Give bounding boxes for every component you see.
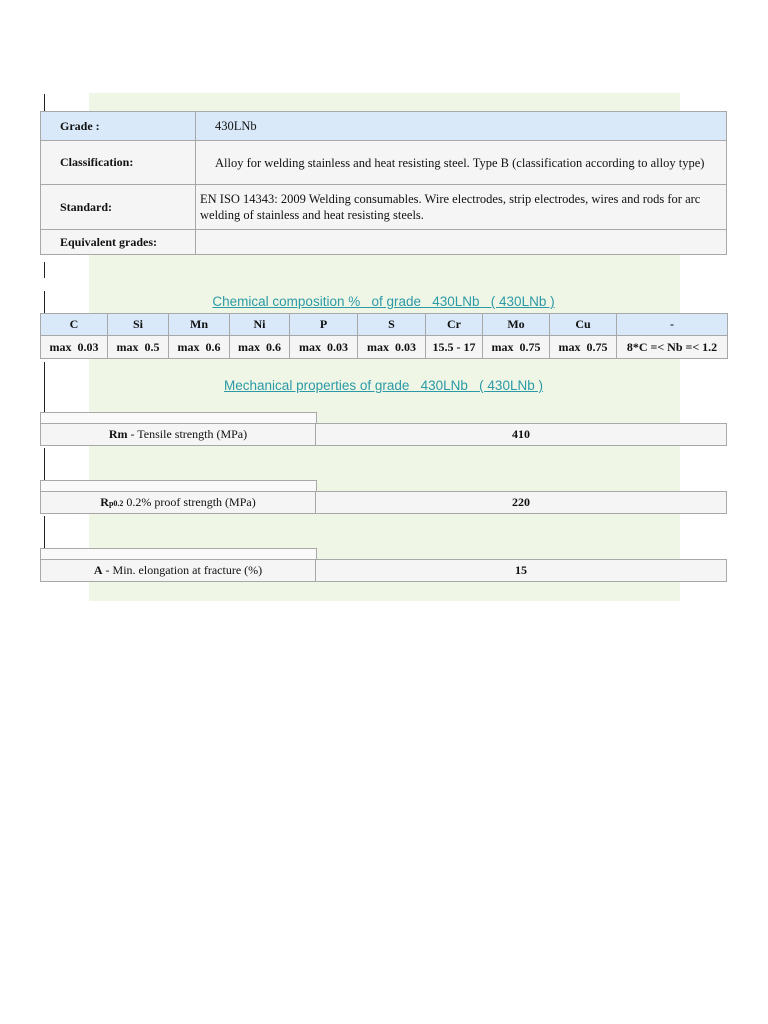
equivalent-grades-label: Equivalent grades: [41,230,196,255]
equivalent-grades-value [196,230,727,255]
composition-value-row [41,336,728,359]
proof-label-text: 0.2% proof strength (MPa) [123,495,256,509]
elongation-symbol: A [93,563,103,577]
proof-strength-table [40,491,727,514]
element-header: Si [108,314,169,336]
mechanical-properties-heading: Mechanical properties of grade 430LNb ( 430LNb ) [224,378,543,393]
composition-value: max 0.5 [108,336,169,359]
element-header: S [358,314,426,336]
elongation-label-text: - Min. elongation at fracture (%) [102,563,263,577]
standard-row [41,185,727,230]
composition-value: max 0.6 [230,336,290,359]
table-tab [40,548,317,559]
tensile-strength-table [40,423,727,446]
margin-line [44,516,45,548]
tensile-strength-value: 410 [316,424,727,446]
tensile-symbol: Rm [108,427,128,441]
composition-value: max 0.75 [550,336,617,359]
composition-value: max 0.75 [483,336,550,359]
elongation-row [41,560,727,582]
table-tab [40,412,317,423]
composition-value: max 0.03 [41,336,108,359]
element-header: Cr [426,314,483,336]
grade-label: Grade : [41,112,196,141]
elongation-label [41,560,316,582]
table-tab [40,480,317,491]
element-header: C [41,314,108,336]
composition-value: 15.5 - 17 [426,336,483,359]
equivalent-grades-row [41,230,727,255]
grade-row [41,112,727,141]
composition-value: max 0.03 [290,336,358,359]
grade-info-table [40,111,727,255]
margin-line [44,94,45,111]
element-header: - [617,314,728,336]
element-header: Ni [230,314,290,336]
classification-value: Alloy for welding stainless and heat resisting steel. Type B (classification according to alloy type) [196,141,727,185]
element-header: Mo [483,314,550,336]
tensile-strength-row [41,424,727,446]
element-header: P [290,314,358,336]
proof-symbol: R [100,495,109,509]
proof-strength-value: 220 [316,492,727,514]
tensile-label-text: - Tensile strength (MPa) [127,427,248,441]
proof-strength-label [41,492,316,514]
proof-strength-row [41,492,727,514]
chemical-composition-table [40,313,728,359]
standard-value: EN ISO 14343: 2009 Welding consumables. Wire electrodes, strip electrodes, wires and rods for arc welding of stainless and heat resisting steels. [196,185,727,230]
element-header: Cu [550,314,617,336]
classification-row [41,141,727,185]
composition-value: 8*C =< Nb =< 1.2 [617,336,728,359]
margin-line [44,448,45,480]
proof-subscript: p0.2 [108,499,124,508]
element-header-row [41,314,728,336]
composition-value: max 0.03 [358,336,426,359]
classification-label: Classification: [41,141,196,185]
element-header: Mn [169,314,230,336]
elongation-table [40,559,727,582]
standard-label: Standard: [41,185,196,230]
grade-value: 430LNb [196,112,727,141]
margin-line [44,262,45,278]
elongation-value: 15 [316,560,727,582]
chemical-composition-heading: Chemical composition % of grade 430LNb ( 430LNb ) [212,294,555,309]
tensile-strength-label [41,424,316,446]
composition-value: max 0.6 [169,336,230,359]
